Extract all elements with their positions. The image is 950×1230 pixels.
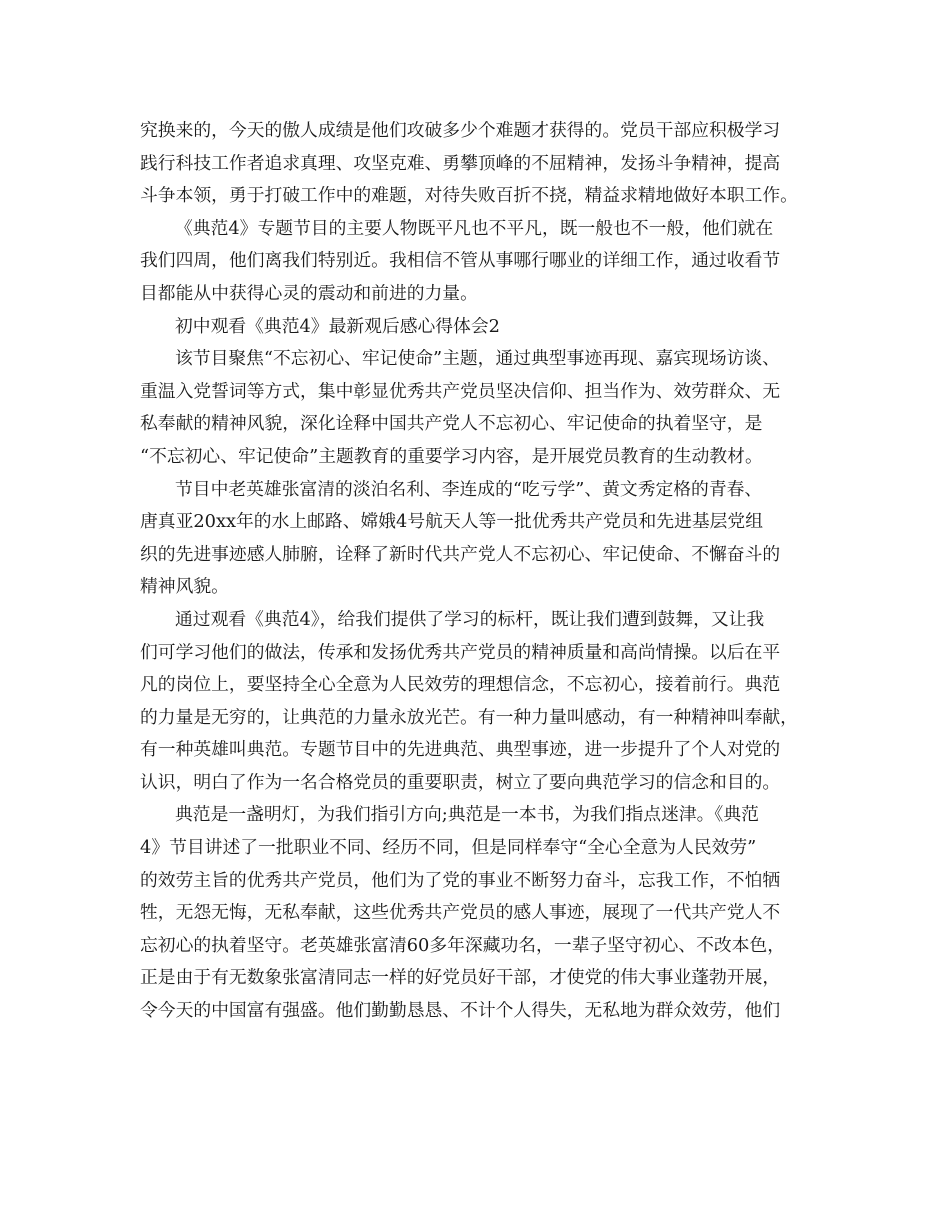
text-line: 重温入党誓词等方式，集中彰显优秀共产党员坚决信仰、担当作为、效劳群众、无 xyxy=(140,380,781,402)
text-line: 通过观看《典范4》，给我们提供了学习的标杆，既让我们遭到鼓舞，又让我 xyxy=(175,608,765,630)
text-line: 忘初心的执着坚守。老英雄张富清60多年深藏功名，一辈子坚守初心、不改本色， xyxy=(140,934,785,956)
text-line: 精神风貌。 xyxy=(140,576,229,598)
text-line: 的效劳主旨的优秀共产党员，他们为了党的事业不断努力奋斗，忘我工作，不怕牺 xyxy=(140,869,781,891)
text-line: 斗争本领，勇于打破工作中的难题，对待失败百折不挠，精益求精地做好本职工作。 xyxy=(140,185,798,207)
text-line: 令今天的中国富有强盛。他们勤勤恳恳、不计个人得失，无私地为群众效劳，他们 xyxy=(140,1000,781,1022)
text-line: 的力量是无穷的，让典范的力量永放光芒。有一种力量叫感动，有一种精神叫奉献， xyxy=(140,706,798,728)
text-line: 有一种英雄叫典范。专题节目中的先进典范、典型事迹，进一步提升了个人对党的 xyxy=(140,739,781,761)
text-line: 唐真亚20xx年的水上邮路、嫦娥4号航天人等一批优秀共产党员和先进基层党组 xyxy=(140,511,763,533)
text-line: 私奉献的精神风貌，深化诠释中国共产党人不忘初心、牢记使命的执着坚守，是 xyxy=(140,413,763,435)
text-line: 该节目聚焦“不忘初心、牢记使命”主题，通过典型事迹再现、嘉宾现场访谈、 xyxy=(175,348,780,370)
text-line: 究换来的，今天的傲人成绩是他们攻破多少个难题才获得的。党员干部应积极学习 xyxy=(140,120,781,141)
text-line: 4》节目讲述了一批职业不同、经历不同，但是同样奉守“全心全意为人民效劳” xyxy=(140,837,757,859)
document-body xyxy=(140,115,830,1028)
text-line: 典范是一盏明灯，为我们指引方向;典范是一本书，为我们指点迷津。《典范 xyxy=(175,804,759,826)
text-line: 《典范4》专题节目的主要人物既平凡也不平凡，既一般也不一般，他们就在 xyxy=(175,217,774,239)
text-line: 目都能从中获得心灵的震动和前进的力量。 xyxy=(140,282,478,304)
text-line: 节目中老英雄张富清的淡泊名利、李连成的“吃亏学”、黄文秀定格的青春、 xyxy=(175,478,763,500)
text-line: 认识，明白了作为一名合格党员的重要职责，树立了要向典范学习的信念和目的。 xyxy=(140,771,781,793)
text-line: 正是由于有无数象张富清同志一样的好党员好干部，才使党的伟大事业蓬勃开展， xyxy=(140,967,781,989)
text-line: 们可学习他们的做法，传承和发扬优秀共产党员的精神质量和高尚情操。以后在平 xyxy=(140,641,781,663)
text-line: 织的先进事迹感人肺腑，诠释了新时代共产党人不忘初心、牢记使命、不懈奋斗的 xyxy=(140,543,781,565)
text-line: 初中观看《典范4》最新观后感心得体会2 xyxy=(175,315,500,337)
text-line: “不忘初心、牢记使命”主题教育的重要学习内容，是开展党员教育的生动教材。 xyxy=(140,445,763,467)
text-line: 我们四周，他们离我们特别近。我相信不管从事哪行哪业的详细工作，通过收看节 xyxy=(140,250,781,272)
text-line: 凡的岗位上，要坚持全心全意为人民效劳的理想信念，不忘初心，接着前行。典范 xyxy=(140,674,781,696)
text-line: 牲，无怨无悔，无私奉献，这些优秀共产党员的感人事迹，展现了一代共产党人不 xyxy=(140,902,781,924)
text-line: 践行科技工作者追求真理、攻坚克难、勇攀顶峰的不屈精神，发扬斗争精神，提高 xyxy=(140,152,781,174)
